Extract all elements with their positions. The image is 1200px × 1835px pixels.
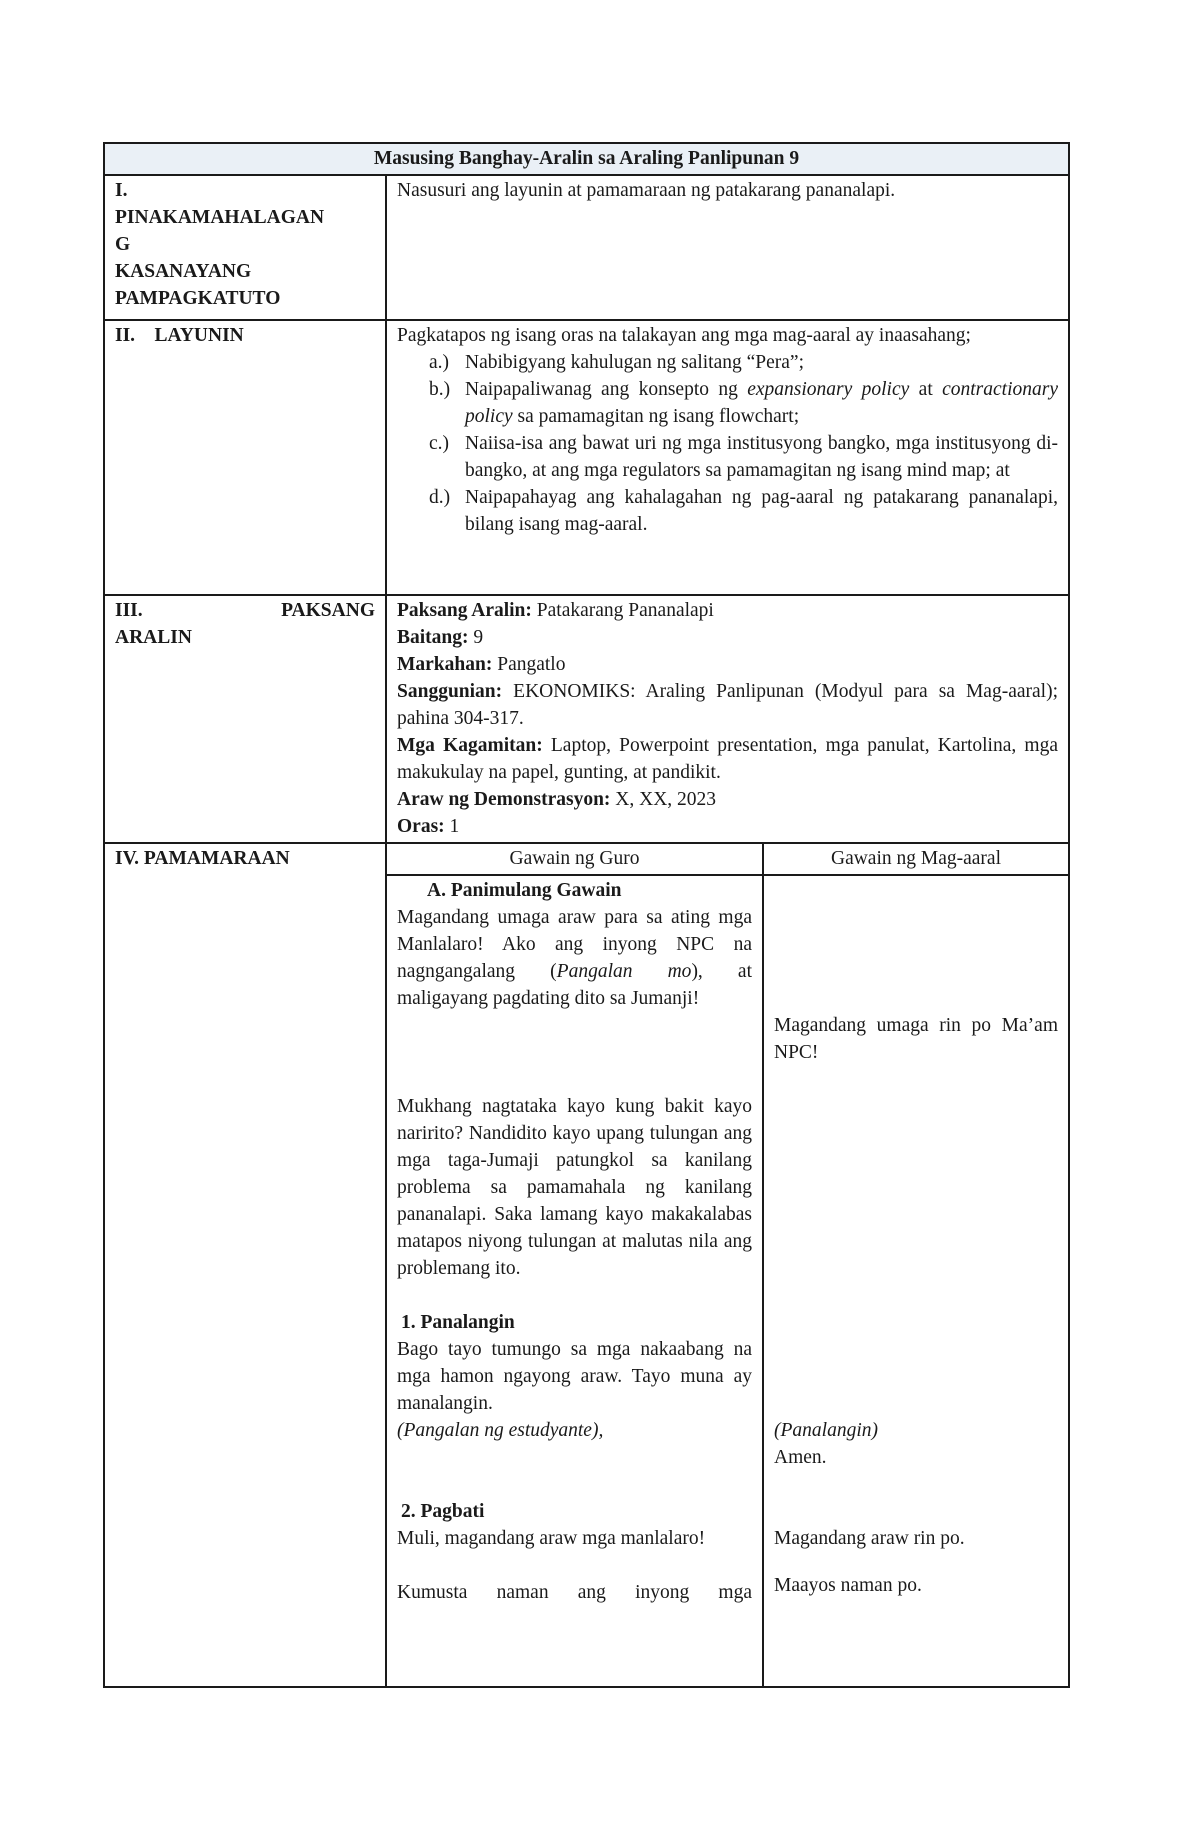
field-baitang bbox=[397, 624, 1058, 651]
row-paksang-aralin-label-line: III. PAKSANG bbox=[115, 600, 375, 621]
teacher-greeting bbox=[397, 904, 752, 1012]
row-paksang-aralin-content bbox=[386, 595, 1069, 843]
field-oras bbox=[397, 813, 1058, 840]
objectives-list bbox=[397, 349, 1058, 538]
title-row bbox=[104, 143, 1069, 175]
row-kasanayan bbox=[104, 175, 1069, 320]
row-paksang-aralin-label-line: ARALIN bbox=[115, 627, 192, 648]
objective-text: Nabibigyang kahulugan ng salitang “Pera”; bbox=[465, 352, 804, 373]
row-kasanayan-content: Nasusuri ang layunin at pamamaraan ng patakarang pananalapi. bbox=[386, 175, 1069, 320]
field-label: Araw ng Demonstrasyon: bbox=[397, 789, 611, 810]
row-layunin-content bbox=[386, 320, 1069, 595]
objectives-intro: Pagkatapos ng isang oras na talakayan ang mga mag-aaral ay inaasahang; bbox=[397, 325, 971, 346]
spacer bbox=[774, 1066, 1058, 1417]
field-sanggunian bbox=[397, 678, 1058, 732]
objective-item bbox=[397, 376, 1058, 430]
field-paksang-aralin bbox=[397, 597, 1058, 624]
student-amen: Amen. bbox=[774, 1447, 827, 1468]
row-kasanayan-label bbox=[104, 175, 386, 320]
objective-text: sa pamamagitan ng isang flowchart; bbox=[512, 406, 800, 427]
teacher-prayer-text: Bago tayo tumungo sa mga nakaabang na mga hamon ngayong araw. Tayo muna ay manalangin. bbox=[397, 1339, 752, 1414]
objective-text: Naiisa-isa ang bawat uri ng mga institusyong bangko, mga institusyong di-bangko, at ang mga regulators sa pamamagitan ng isang mind map; at bbox=[465, 433, 1058, 481]
spacer bbox=[397, 1012, 752, 1093]
objective-marker: c.) bbox=[429, 433, 450, 454]
spacer bbox=[397, 1444, 752, 1498]
teacher-activities bbox=[386, 875, 763, 1687]
objective-item bbox=[397, 349, 1058, 376]
student-reply-greet: Magandang araw rin po. bbox=[774, 1528, 965, 1549]
field-label: Oras: bbox=[397, 816, 445, 837]
field-value: Pangatlo bbox=[492, 654, 566, 675]
teacher-prayer-student-name: (Pangalan ng estudyante), bbox=[397, 1420, 604, 1441]
row-pamamaraan-label: IV. PAMAMARAAN bbox=[104, 843, 386, 1687]
row-paksang-aralin-label bbox=[104, 595, 386, 843]
document-title: Masusing Banghay-Aralin sa Araling Panlipunan 9 bbox=[104, 143, 1069, 175]
student-reply-greeting: Magandang umaga rin po Ma’am NPC! bbox=[774, 1015, 1058, 1063]
field-value: Patakarang Pananalapi bbox=[531, 600, 714, 621]
field-mga-kagamitan bbox=[397, 732, 1058, 786]
objective-term-contractionary: contractionary policy bbox=[465, 379, 1058, 427]
field-value: X, XX, 2023 bbox=[610, 789, 717, 810]
field-value: 1 bbox=[444, 816, 460, 837]
teacher-greeting-text: ), at maligayang pagdating dito sa Jumanji! bbox=[397, 961, 752, 1009]
row-layunin-label bbox=[104, 320, 386, 595]
field-label: Sanggunian: bbox=[397, 681, 503, 702]
spacer bbox=[774, 1471, 1058, 1525]
teacher-kumusta-text: Kumusta naman ang inyong mga bbox=[397, 1582, 752, 1603]
teacher-greet-text: Muli, magandang araw mga manlalaro! bbox=[397, 1528, 706, 1549]
spacer bbox=[774, 877, 1058, 1012]
objective-marker: b.) bbox=[429, 379, 451, 400]
field-araw-ng-demonstrasyon bbox=[397, 786, 1058, 813]
lesson-plan-table bbox=[103, 142, 1070, 1688]
teacher-name-placeholder: Pangalan mo bbox=[556, 961, 692, 982]
student-prayer: (Panalangin) bbox=[774, 1420, 878, 1441]
subsection-pagbati: 2. Pagbati bbox=[401, 1501, 485, 1522]
student-column-header: Gawain ng Mag-aaral bbox=[763, 843, 1069, 875]
student-reply-kumusta: Maayos naman po. bbox=[774, 1575, 922, 1596]
teacher-column-header: Gawain ng Guro bbox=[386, 843, 763, 875]
student-activities bbox=[763, 875, 1069, 1687]
teacher-explanation: Mukhang nagtataka kayo kung bakit kayo naririto? Nandidito kayo upang tulungan ang mga taga-Jumaji patungkol sa kanilang problema sa pamamahala ng kanilang pananalapi. Saka lamang kayo makakalabas matapos niyong tulungan at malutas nila ang problemang ito. bbox=[397, 1096, 752, 1279]
objective-text: Naipapahayag ang kahalagahan ng pag-aaral ng patakarang pananalapi, bilang isang mag-aaral. bbox=[465, 487, 1058, 535]
objective-marker: a.) bbox=[429, 352, 450, 373]
field-label: Paksang Aralin: bbox=[397, 600, 532, 621]
field-value: EKONOMIKS: Araling Panlipunan (Modyul para sa Mag-aaral); pahina 304-317. bbox=[397, 681, 1058, 729]
row-kasanayan-label-line: PAMPAGKATUTO bbox=[115, 288, 281, 309]
objective-text: Naipapaliwanag ang konsepto ng bbox=[465, 379, 748, 400]
row-layunin bbox=[104, 320, 1069, 595]
row-paksang-aralin bbox=[104, 595, 1069, 843]
field-markahan bbox=[397, 651, 1058, 678]
objective-text: at bbox=[909, 379, 943, 400]
row-kasanayan-label-line: PINAKAMAHALAGAN bbox=[115, 207, 325, 228]
objective-term-expansionary: expansionary policy bbox=[747, 379, 910, 400]
teacher-greeting-text: Magandang umaga araw para sa ating mga Manlalaro! Ako ang inyong NPC na nagngangalang ( bbox=[397, 907, 752, 982]
row-pamamaraan-header bbox=[104, 843, 1069, 875]
objective-item bbox=[397, 430, 1058, 484]
row-layunin-label-text: II. LAYUNIN bbox=[115, 325, 244, 346]
objective-marker: d.) bbox=[429, 487, 451, 508]
row-kasanayan-label-line: I. bbox=[115, 180, 128, 201]
spacer bbox=[397, 1552, 752, 1579]
field-value: 9 bbox=[468, 627, 484, 648]
row-kasanayan-label-line: KASANAYANG bbox=[115, 261, 252, 282]
spacer bbox=[397, 1282, 752, 1309]
subsection-panalangin: 1. Panalangin bbox=[401, 1312, 515, 1333]
field-label: Mga Kagamitan: bbox=[397, 735, 543, 756]
section-panimulang-gawain: A. Panimulang Gawain bbox=[427, 880, 622, 901]
row-kasanayan-label-line: G bbox=[115, 234, 131, 255]
field-label: Markahan: bbox=[397, 654, 493, 675]
spacer bbox=[774, 1552, 1058, 1572]
objective-item bbox=[397, 484, 1058, 538]
field-label: Baitang: bbox=[397, 627, 469, 648]
field-value: Laptop, Powerpoint presentation, mga panulat, Kartolina, mga makukulay na papel, gunting, at pandikit. bbox=[397, 735, 1058, 783]
